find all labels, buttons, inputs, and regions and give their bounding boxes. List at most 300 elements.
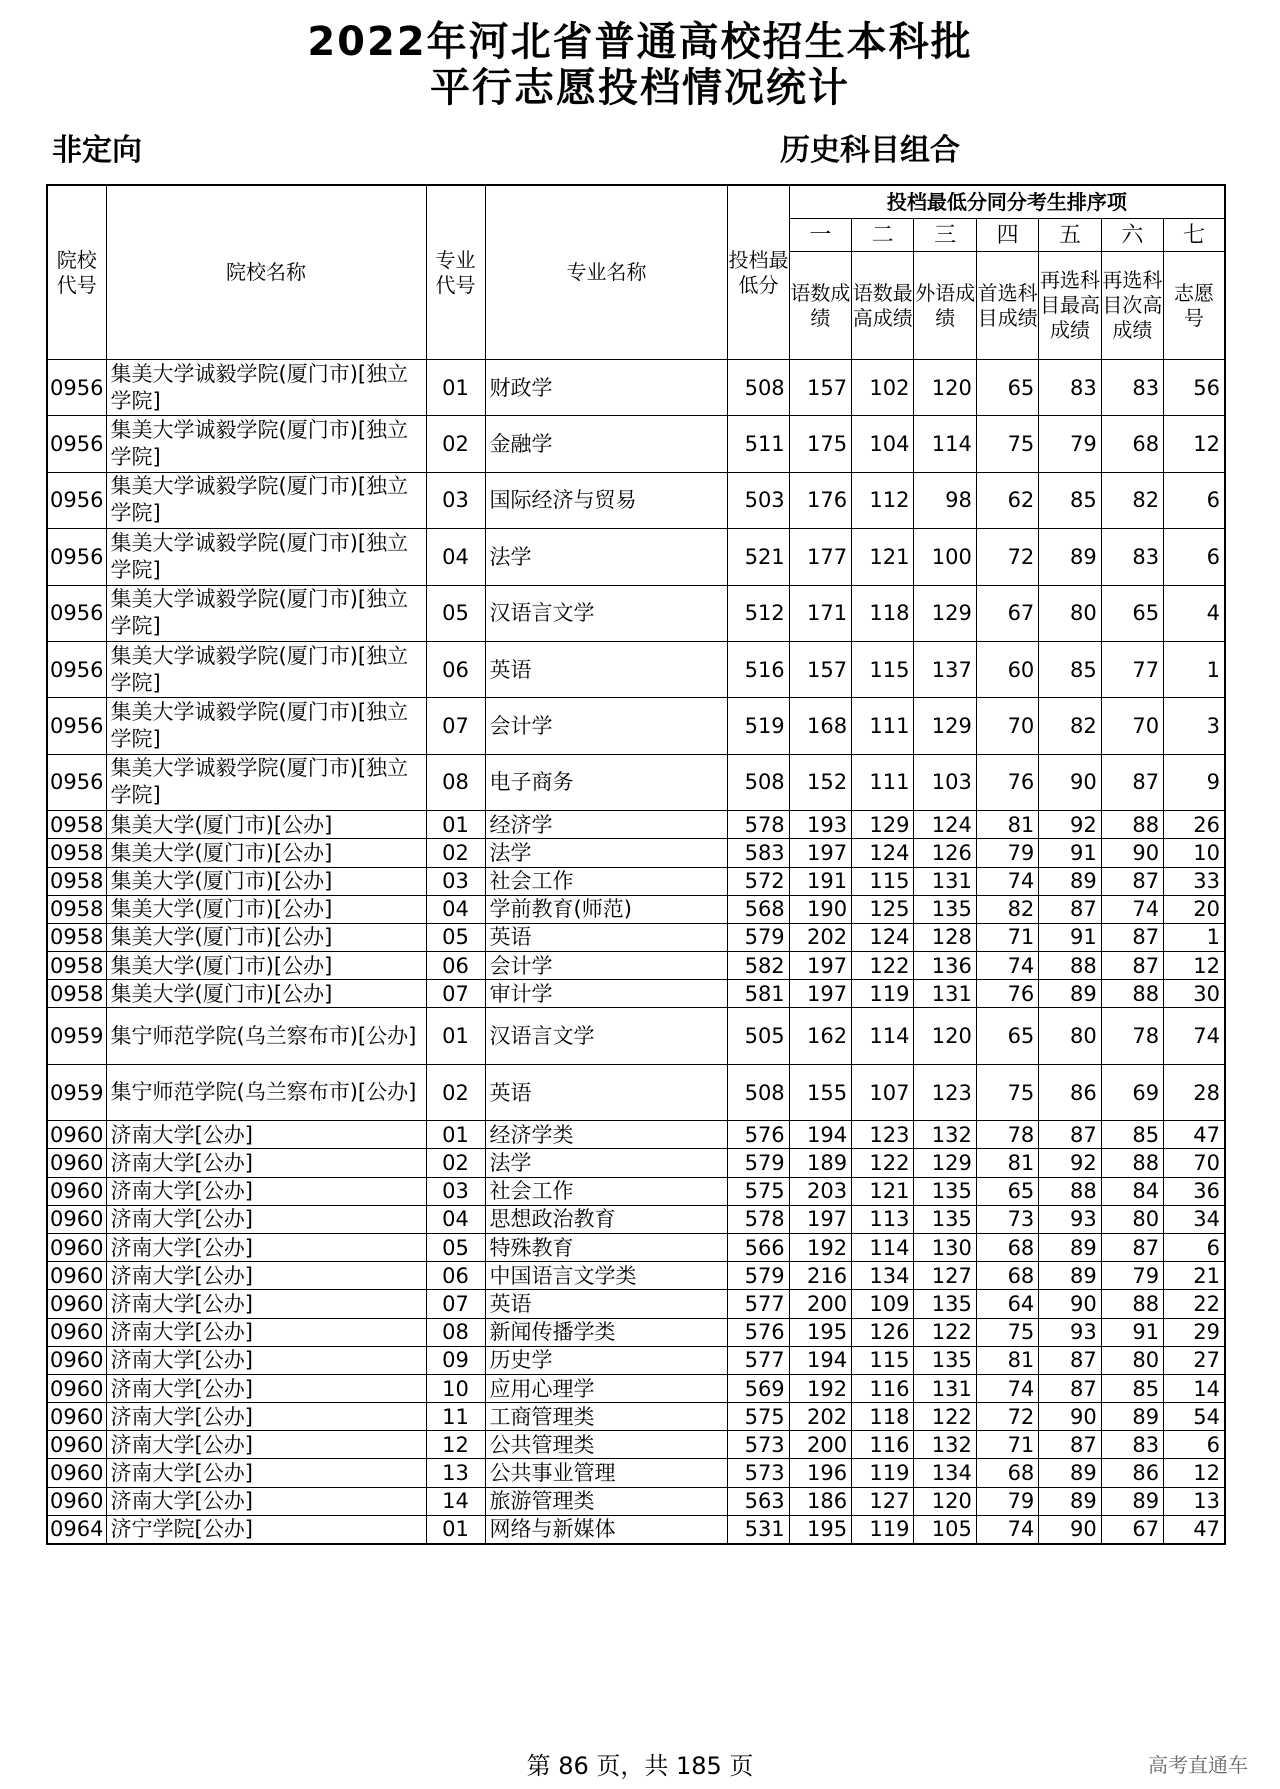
cell-chinese-math-max: 111: [852, 698, 914, 754]
cell-elective-max: 89: [1039, 1459, 1101, 1487]
cell-first-subject: 75: [976, 416, 1038, 472]
cell-school-name: 集宁师范学院(乌兰察布市)[公办]: [106, 1008, 426, 1064]
cell-elective-second: 87: [1101, 867, 1163, 895]
cell-school-code: 0958: [47, 811, 106, 839]
cell-elective-max: 80: [1039, 585, 1101, 641]
cell-preference-no: 36: [1164, 1177, 1225, 1205]
cell-school-name: 集美大学诚毅学院(厦门市)[独立学院]: [106, 472, 426, 528]
cell-school-code: 0960: [47, 1487, 106, 1515]
cell-major-name: 工商管理类: [485, 1403, 728, 1431]
cell-first-subject: 74: [976, 867, 1038, 895]
cell-foreign-language: 103: [914, 754, 976, 810]
cell-major-code: 01: [426, 1515, 485, 1543]
cell-chinese-math: 200: [789, 1290, 851, 1318]
header-order-1: 一: [789, 219, 851, 252]
table-row: [47, 1487, 1225, 1515]
cell-chinese-math: 216: [789, 1262, 851, 1290]
cell-foreign-language: 120: [914, 360, 976, 416]
cell-school-code: 0960: [47, 1233, 106, 1261]
cell-preference-no: 47: [1164, 1515, 1225, 1543]
cell-first-subject: 73: [976, 1205, 1038, 1233]
cell-first-subject: 76: [976, 754, 1038, 810]
cell-school-name: 集美大学(厦门市)[公办]: [106, 923, 426, 951]
cell-school-code: 0956: [47, 698, 106, 754]
cell-major-name: 金融学: [485, 416, 728, 472]
table-row: [47, 585, 1225, 641]
cell-min-score: 575: [728, 1403, 789, 1431]
cell-preference-no: 1: [1164, 641, 1225, 697]
cell-school-code: 0960: [47, 1374, 106, 1402]
cell-major-code: 06: [426, 641, 485, 697]
table-row: [47, 980, 1225, 1008]
cell-elective-max: 87: [1039, 1121, 1101, 1149]
cell-min-score: 508: [728, 1064, 789, 1120]
cell-first-subject: 65: [976, 1008, 1038, 1064]
cell-major-code: 07: [426, 698, 485, 754]
cell-school-code: 0956: [47, 472, 106, 528]
cell-elective-max: 89: [1039, 980, 1101, 1008]
cell-major-name: 历史学: [485, 1346, 728, 1374]
cell-foreign-language: 114: [914, 416, 976, 472]
cell-major-code: 03: [426, 867, 485, 895]
cell-major-name: 特殊教育: [485, 1233, 728, 1261]
cell-preference-no: 14: [1164, 1374, 1225, 1402]
cell-elective-max: 90: [1039, 1290, 1101, 1318]
cell-chinese-math: 197: [789, 1205, 851, 1233]
cell-min-score: 577: [728, 1290, 789, 1318]
cell-major-code: 01: [426, 360, 485, 416]
header-tiebreak-group: 投档最低分同分考生排序项: [789, 185, 1225, 219]
cell-preference-no: 54: [1164, 1403, 1225, 1431]
cell-foreign-language: 135: [914, 1290, 976, 1318]
header-item-first-subject: 首选科目成绩: [976, 252, 1038, 360]
cell-elective-second: 82: [1101, 472, 1163, 528]
subtitle-category: 非定向: [52, 133, 142, 168]
cell-chinese-math-max: 118: [852, 1403, 914, 1431]
table-row: [47, 952, 1225, 980]
cell-chinese-math: 171: [789, 585, 851, 641]
table-row: [47, 416, 1225, 472]
cell-school-code: 0960: [47, 1262, 106, 1290]
cell-major-name: 经济学: [485, 811, 728, 839]
cell-foreign-language: 129: [914, 698, 976, 754]
cell-foreign-language: 100: [914, 529, 976, 585]
cell-foreign-language: 134: [914, 1459, 976, 1487]
cell-elective-second: 85: [1101, 1121, 1163, 1149]
cell-school-name: 集宁师范学院(乌兰察布市)[公办]: [106, 1064, 426, 1120]
cell-foreign-language: 131: [914, 1374, 976, 1402]
cell-min-score: 508: [728, 360, 789, 416]
cell-foreign-language: 120: [914, 1487, 976, 1515]
cell-min-score: 511: [728, 416, 789, 472]
cell-preference-no: 33: [1164, 867, 1225, 895]
cell-first-subject: 79: [976, 1487, 1038, 1515]
cell-school-name: 集美大学(厦门市)[公办]: [106, 811, 426, 839]
table-row: [47, 1008, 1225, 1064]
cell-chinese-math: 202: [789, 1403, 851, 1431]
cell-chinese-math: 152: [789, 754, 851, 810]
cell-school-code: 0958: [47, 867, 106, 895]
cell-chinese-math-max: 134: [852, 1262, 914, 1290]
cell-school-name: 集美大学诚毅学院(厦门市)[独立学院]: [106, 360, 426, 416]
table-row: [47, 1459, 1225, 1487]
header-major-name: 专业名称: [485, 185, 728, 360]
cell-chinese-math-max: 121: [852, 529, 914, 585]
cell-elective-max: 88: [1039, 952, 1101, 980]
cell-chinese-math: 192: [789, 1233, 851, 1261]
header-item-elective-second: 再选科目次高成绩: [1101, 252, 1163, 360]
cell-foreign-language: 132: [914, 1431, 976, 1459]
cell-school-name: 济南大学[公办]: [106, 1233, 426, 1261]
cell-elective-second: 74: [1101, 895, 1163, 923]
table-row: [47, 1149, 1225, 1177]
cell-preference-no: 6: [1164, 1431, 1225, 1459]
cell-school-code: 0958: [47, 895, 106, 923]
cell-elective-second: 85: [1101, 1374, 1163, 1402]
cell-major-name: 汉语言文学: [485, 1008, 728, 1064]
cell-preference-no: 56: [1164, 360, 1225, 416]
cell-first-subject: 74: [976, 1374, 1038, 1402]
cell-foreign-language: 131: [914, 867, 976, 895]
cell-first-subject: 72: [976, 529, 1038, 585]
cell-major-code: 02: [426, 1064, 485, 1120]
header-item-chinese-math: 语数成绩: [789, 252, 851, 360]
cell-preference-no: 47: [1164, 1121, 1225, 1149]
cell-foreign-language: 130: [914, 1233, 976, 1261]
cell-chinese-math-max: 123: [852, 1121, 914, 1149]
cell-school-name: 集美大学诚毅学院(厦门市)[独立学院]: [106, 585, 426, 641]
cell-chinese-math-max: 124: [852, 839, 914, 867]
cell-min-score: 563: [728, 1487, 789, 1515]
cell-foreign-language: 105: [914, 1515, 976, 1543]
cell-first-subject: 74: [976, 952, 1038, 980]
table-row: [47, 1346, 1225, 1374]
header-item-chinese-math-max: 语数最高成绩: [852, 252, 914, 360]
cell-elective-max: 93: [1039, 1318, 1101, 1346]
cell-foreign-language: 135: [914, 1205, 976, 1233]
cell-elective-second: 87: [1101, 1233, 1163, 1261]
cell-first-subject: 60: [976, 641, 1038, 697]
cell-min-score: 505: [728, 1008, 789, 1064]
cell-school-code: 0960: [47, 1205, 106, 1233]
cell-preference-no: 10: [1164, 839, 1225, 867]
cell-elective-second: 89: [1101, 1487, 1163, 1515]
cell-chinese-math-max: 109: [852, 1290, 914, 1318]
cell-min-score: 576: [728, 1121, 789, 1149]
table-row: [47, 641, 1225, 697]
cell-chinese-math-max: 113: [852, 1205, 914, 1233]
cell-elective-second: 80: [1101, 1205, 1163, 1233]
cell-foreign-language: 129: [914, 585, 976, 641]
cell-min-score: 573: [728, 1459, 789, 1487]
cell-elective-max: 92: [1039, 811, 1101, 839]
watermark: 高考直通车: [1148, 1753, 1248, 1777]
cell-elective-second: 68: [1101, 416, 1163, 472]
cell-min-score: 573: [728, 1431, 789, 1459]
cell-elective-second: 78: [1101, 1008, 1163, 1064]
cell-school-code: 0964: [47, 1515, 106, 1543]
cell-foreign-language: 135: [914, 1346, 976, 1374]
cell-elective-second: 87: [1101, 952, 1163, 980]
cell-elective-second: 83: [1101, 529, 1163, 585]
cell-elective-second: 69: [1101, 1064, 1163, 1120]
cell-major-code: 08: [426, 754, 485, 810]
cell-first-subject: 65: [976, 1177, 1038, 1205]
cell-min-score: 503: [728, 472, 789, 528]
cell-major-code: 01: [426, 1121, 485, 1149]
table-row: [47, 811, 1225, 839]
cell-elective-max: 91: [1039, 839, 1101, 867]
cell-elective-max: 87: [1039, 1431, 1101, 1459]
cell-major-code: 07: [426, 1290, 485, 1318]
header-item-elective-max: 再选科目最高成绩: [1039, 252, 1101, 360]
cell-first-subject: 78: [976, 1121, 1038, 1149]
cell-min-score: 582: [728, 952, 789, 980]
cell-school-name: 集美大学诚毅学院(厦门市)[独立学院]: [106, 754, 426, 810]
cell-preference-no: 6: [1164, 472, 1225, 528]
cell-school-code: 0960: [47, 1290, 106, 1318]
table-row: [47, 1064, 1225, 1120]
cell-first-subject: 79: [976, 839, 1038, 867]
cell-chinese-math-max: 119: [852, 1515, 914, 1543]
cell-major-name: 国际经济与贸易: [485, 472, 728, 528]
cell-chinese-math-max: 125: [852, 895, 914, 923]
cell-chinese-math: 168: [789, 698, 851, 754]
cell-school-name: 济南大学[公办]: [106, 1290, 426, 1318]
table-row: [47, 895, 1225, 923]
cell-chinese-math: 203: [789, 1177, 851, 1205]
cell-major-name: 法学: [485, 1149, 728, 1177]
cell-chinese-math: 177: [789, 529, 851, 585]
cell-chinese-math-max: 124: [852, 923, 914, 951]
cell-foreign-language: 124: [914, 811, 976, 839]
cell-elective-max: 93: [1039, 1205, 1101, 1233]
cell-first-subject: 75: [976, 1318, 1038, 1346]
cell-school-name: 集美大学诚毅学院(厦门市)[独立学院]: [106, 641, 426, 697]
cell-school-name: 济宁学院[公办]: [106, 1515, 426, 1543]
cell-elective-max: 80: [1039, 1008, 1101, 1064]
cell-preference-no: 34: [1164, 1205, 1225, 1233]
table-row: [47, 698, 1225, 754]
cell-min-score: 569: [728, 1374, 789, 1402]
cell-chinese-math-max: 127: [852, 1487, 914, 1515]
cell-major-code: 04: [426, 895, 485, 923]
cell-chinese-math: 197: [789, 839, 851, 867]
cell-major-code: 01: [426, 811, 485, 839]
cell-school-code: 0960: [47, 1318, 106, 1346]
cell-chinese-math: 196: [789, 1459, 851, 1487]
cell-first-subject: 65: [976, 360, 1038, 416]
cell-min-score: 512: [728, 585, 789, 641]
cell-chinese-math: 191: [789, 867, 851, 895]
cell-elective-second: 88: [1101, 1290, 1163, 1318]
cell-chinese-math: 175: [789, 416, 851, 472]
cell-school-name: 集美大学(厦门市)[公办]: [106, 839, 426, 867]
cell-school-code: 0960: [47, 1346, 106, 1374]
cell-chinese-math-max: 119: [852, 980, 914, 1008]
cell-major-code: 06: [426, 1262, 485, 1290]
header-order-6: 六: [1101, 219, 1163, 252]
header-major-code: 专业代号: [426, 185, 485, 360]
cell-school-name: 济南大学[公办]: [106, 1346, 426, 1374]
cell-chinese-math-max: 111: [852, 754, 914, 810]
cell-preference-no: 12: [1164, 416, 1225, 472]
cell-preference-no: 29: [1164, 1318, 1225, 1346]
cell-major-name: 旅游管理类: [485, 1487, 728, 1515]
cell-foreign-language: 126: [914, 839, 976, 867]
cell-chinese-math-max: 122: [852, 952, 914, 980]
cell-major-name: 公共管理类: [485, 1431, 728, 1459]
cell-school-name: 集美大学(厦门市)[公办]: [106, 895, 426, 923]
cell-major-name: 公共事业管理: [485, 1459, 728, 1487]
cell-chinese-math: 194: [789, 1346, 851, 1374]
cell-foreign-language: 131: [914, 980, 976, 1008]
document-title-line-1: 2022年河北省普通高校招生本科批: [307, 19, 973, 65]
cell-min-score: 519: [728, 698, 789, 754]
cell-chinese-math: 195: [789, 1515, 851, 1543]
cell-elective-max: 87: [1039, 1374, 1101, 1402]
cell-major-code: 12: [426, 1431, 485, 1459]
cell-major-name: 英语: [485, 1290, 728, 1318]
table-row: [47, 529, 1225, 585]
cell-first-subject: 68: [976, 1233, 1038, 1261]
cell-school-name: 济南大学[公办]: [106, 1403, 426, 1431]
cell-elective-max: 82: [1039, 698, 1101, 754]
table-row: [47, 839, 1225, 867]
cell-major-name: 英语: [485, 923, 728, 951]
cell-major-name: 法学: [485, 529, 728, 585]
cell-school-name: 集美大学诚毅学院(厦门市)[独立学院]: [106, 698, 426, 754]
cell-chinese-math: 157: [789, 641, 851, 697]
cell-major-name: 新闻传播学类: [485, 1318, 728, 1346]
cell-major-name: 英语: [485, 1064, 728, 1120]
cell-preference-no: 28: [1164, 1064, 1225, 1120]
cell-major-name: 英语: [485, 641, 728, 697]
cell-school-name: 济南大学[公办]: [106, 1487, 426, 1515]
cell-major-code: 02: [426, 416, 485, 472]
cell-min-score: 568: [728, 895, 789, 923]
cell-preference-no: 70: [1164, 1149, 1225, 1177]
cell-elective-max: 85: [1039, 472, 1101, 528]
cell-elective-second: 87: [1101, 754, 1163, 810]
cell-foreign-language: 127: [914, 1262, 976, 1290]
header-school-name: 院校名称: [106, 185, 426, 360]
cell-elective-second: 70: [1101, 698, 1163, 754]
cell-preference-no: 6: [1164, 1233, 1225, 1261]
cell-major-name: 思想政治教育: [485, 1205, 728, 1233]
cell-major-code: 14: [426, 1487, 485, 1515]
cell-elective-max: 91: [1039, 923, 1101, 951]
cell-min-score: 579: [728, 1262, 789, 1290]
header-order-5: 五: [1039, 219, 1101, 252]
header-item-foreign-language: 外语成绩: [914, 252, 976, 360]
cell-foreign-language: 137: [914, 641, 976, 697]
cell-school-code: 0959: [47, 1064, 106, 1120]
cell-chinese-math: 162: [789, 1008, 851, 1064]
table-row: [47, 472, 1225, 528]
cell-chinese-math-max: 107: [852, 1064, 914, 1120]
cell-min-score: 581: [728, 980, 789, 1008]
cell-chinese-math-max: 114: [852, 1233, 914, 1261]
cell-major-name: 社会工作: [485, 867, 728, 895]
cell-school-code: 0960: [47, 1459, 106, 1487]
cell-first-subject: 81: [976, 811, 1038, 839]
cell-first-subject: 82: [976, 895, 1038, 923]
cell-elective-second: 91: [1101, 1318, 1163, 1346]
cell-major-code: 09: [426, 1346, 485, 1374]
cell-elective-second: 84: [1101, 1177, 1163, 1205]
cell-elective-second: 88: [1101, 980, 1163, 1008]
cell-min-score: 531: [728, 1515, 789, 1543]
cell-elective-second: 88: [1101, 811, 1163, 839]
cell-preference-no: 13: [1164, 1487, 1225, 1515]
cell-major-code: 02: [426, 1149, 485, 1177]
cell-elective-max: 90: [1039, 1515, 1101, 1543]
cell-chinese-math-max: 104: [852, 416, 914, 472]
cell-major-code: 02: [426, 839, 485, 867]
cell-major-code: 04: [426, 1205, 485, 1233]
table-row: [47, 1262, 1225, 1290]
cell-elective-max: 90: [1039, 754, 1101, 810]
cell-chinese-math-max: 114: [852, 1008, 914, 1064]
cell-school-code: 0958: [47, 923, 106, 951]
cell-elective-second: 88: [1101, 1149, 1163, 1177]
cell-min-score: 578: [728, 1205, 789, 1233]
cell-chinese-math: 192: [789, 1374, 851, 1402]
cell-chinese-math-max: 116: [852, 1431, 914, 1459]
cell-school-name: 济南大学[公办]: [106, 1459, 426, 1487]
header-order-3: 三: [914, 219, 976, 252]
table-row: [47, 754, 1225, 810]
cell-preference-no: 9: [1164, 754, 1225, 810]
header-min-score: 投档最低分: [728, 185, 789, 360]
cell-school-name: 济南大学[公办]: [106, 1149, 426, 1177]
cell-first-subject: 68: [976, 1459, 1038, 1487]
cell-foreign-language: 135: [914, 1177, 976, 1205]
header-order-2: 二: [852, 219, 914, 252]
header-item-preference-no: 志愿号: [1164, 252, 1225, 360]
cell-elective-max: 90: [1039, 1403, 1101, 1431]
cell-major-code: 05: [426, 585, 485, 641]
cell-preference-no: 6: [1164, 529, 1225, 585]
cell-major-code: 03: [426, 1177, 485, 1205]
cell-first-subject: 64: [976, 1290, 1038, 1318]
cell-elective-second: 79: [1101, 1262, 1163, 1290]
cell-elective-max: 87: [1039, 895, 1101, 923]
cell-school-name: 集美大学诚毅学院(厦门市)[独立学院]: [106, 529, 426, 585]
cell-school-code: 0956: [47, 641, 106, 697]
cell-chinese-math: 202: [789, 923, 851, 951]
cell-preference-no: 21: [1164, 1262, 1225, 1290]
cell-major-name: 会计学: [485, 952, 728, 980]
cell-school-code: 0960: [47, 1121, 106, 1149]
cell-major-name: 社会工作: [485, 1177, 728, 1205]
cell-school-name: 集美大学(厦门市)[公办]: [106, 952, 426, 980]
cell-school-name: 集美大学(厦门市)[公办]: [106, 867, 426, 895]
cell-min-score: 578: [728, 811, 789, 839]
cell-major-code: 07: [426, 980, 485, 1008]
cell-first-subject: 67: [976, 585, 1038, 641]
header-order-4: 四: [976, 219, 1038, 252]
cell-school-code: 0960: [47, 1403, 106, 1431]
cell-foreign-language: 136: [914, 952, 976, 980]
cell-school-code: 0960: [47, 1431, 106, 1459]
cell-chinese-math: 190: [789, 895, 851, 923]
cell-foreign-language: 132: [914, 1121, 976, 1149]
cell-elective-max: 83: [1039, 360, 1101, 416]
header-order-7: 七: [1164, 219, 1225, 252]
cell-school-name: 济南大学[公办]: [106, 1262, 426, 1290]
